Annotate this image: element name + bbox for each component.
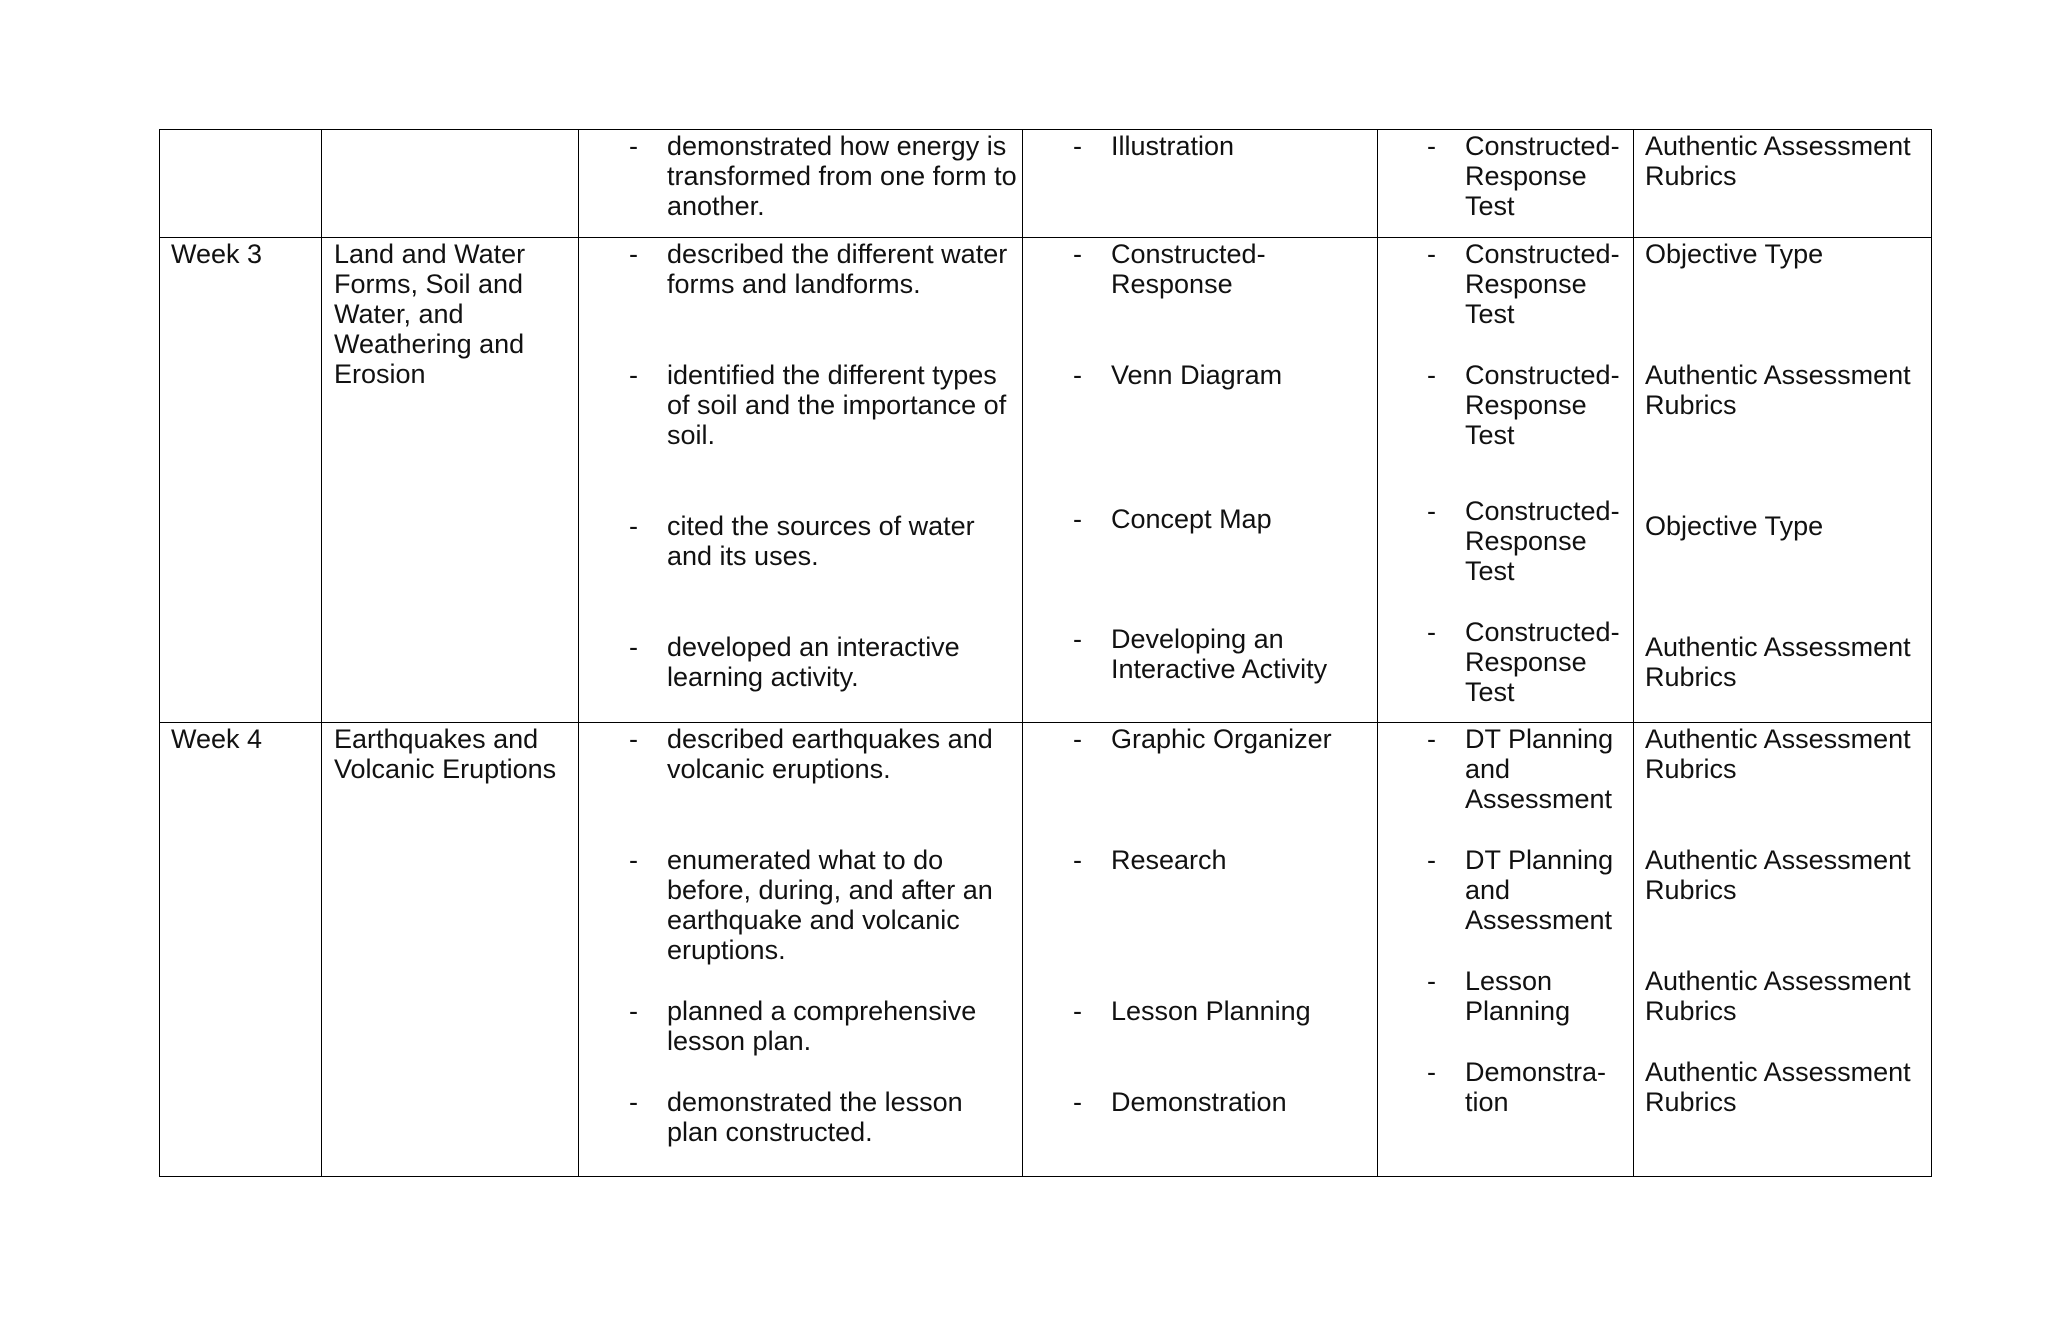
learning-outcome: identified the different types of soil and the importance of soil. [667, 360, 1007, 450]
learning-outcome: developed an interactive learning activity. [667, 632, 960, 692]
learning-outcome: described earthquakes and volcanic eruptions. [667, 724, 993, 784]
bullet-dash: - [629, 511, 638, 541]
assessment-tool: Authentic Assessment Rubrics [1645, 966, 1911, 1026]
assessment-tool: Authentic Assessment Rubrics [1645, 632, 1911, 692]
bullet-dash: - [1073, 239, 1082, 269]
activity: Venn Diagram [1111, 360, 1283, 390]
learning-outcome: demonstrated the lesson plan constructed. [667, 1087, 963, 1147]
bullet-dash: - [1427, 845, 1436, 875]
bullet-dash: - [629, 845, 638, 875]
bullet-dash: - [1427, 724, 1436, 754]
bullet-dash: - [1427, 966, 1436, 996]
assessment-tool: Objective Type [1645, 511, 1824, 541]
assessment-tool: Authentic Assessment Rubrics [1645, 1057, 1911, 1117]
learning-outcome: enumerated what to do before, during, and after an earthquake and volcanic eruptions. [667, 845, 993, 965]
bullet-dash: - [1427, 131, 1436, 161]
bullet-dash: - [629, 1087, 638, 1117]
bullet-dash: - [1427, 617, 1436, 647]
assessment: Constructed- Response Test [1465, 617, 1620, 707]
bullet-dash: - [1073, 360, 1082, 390]
bullet-dash: - [1427, 1057, 1436, 1087]
week-label: Week 4 [171, 724, 263, 754]
bullet-dash: - [1427, 239, 1436, 269]
assessment: DT Planning and Assessment [1465, 724, 1614, 814]
bullet-dash: - [629, 239, 638, 269]
bullet-dash: - [1073, 845, 1082, 875]
table-row [160, 722, 1931, 1176]
bullet-dash: - [1427, 496, 1436, 526]
learning-outcome: planned a comprehensive lesson plan. [667, 996, 977, 1056]
bullet-dash: - [1073, 624, 1082, 654]
bullet-dash: - [1427, 360, 1436, 390]
assessment: Demonstra- tion [1465, 1057, 1607, 1117]
topic: Earthquakes and Volcanic Eruptions [334, 724, 557, 784]
table-row [160, 130, 1931, 237]
bullet-dash: - [1073, 131, 1082, 161]
activity: Concept Map [1111, 504, 1272, 534]
assessment: Constructed- Response Test [1465, 131, 1620, 221]
assessment-tool: Authentic Assessment Rubrics [1645, 724, 1911, 784]
document-table [159, 129, 1932, 1177]
assessment: Constructed- Response Test [1465, 360, 1620, 450]
bullet-dash: - [629, 996, 638, 1026]
assessment-tool: Authentic Assessment Rubrics [1645, 845, 1911, 905]
learning-outcome: cited the sources of water and its uses. [667, 511, 975, 571]
assessment: Lesson Planning [1465, 966, 1571, 1026]
activity: Illustration [1111, 131, 1235, 161]
bullet-dash: - [629, 131, 638, 161]
week-label: Week 3 [171, 239, 263, 269]
bullet-dash: - [629, 360, 638, 390]
assessment: Constructed- Response Test [1465, 496, 1620, 586]
activity: Developing an Interactive Activity [1111, 624, 1328, 684]
assessment: DT Planning and Assessment [1465, 845, 1614, 935]
assessment-tool: Objective Type [1645, 239, 1824, 269]
bullet-dash: - [1073, 996, 1082, 1026]
assessment-tool: Authentic Assessment Rubrics [1645, 360, 1911, 420]
activity: Research [1111, 845, 1227, 875]
learning-outcome: demonstrated how energy is transformed from one form to another. [667, 131, 1017, 221]
activity: Demonstration [1111, 1087, 1287, 1117]
activity: Graphic Organizer [1111, 724, 1332, 754]
learning-outcome: described the different water forms and landforms. [667, 239, 1008, 299]
bullet-dash: - [629, 724, 638, 754]
bullet-dash: - [1073, 724, 1082, 754]
bullet-dash: - [629, 632, 638, 662]
topic: Land and Water Forms, Soil and Water, and Weathering and Erosion [334, 239, 526, 389]
activity: Lesson Planning [1111, 996, 1311, 1026]
bullet-dash: - [1073, 504, 1082, 534]
table-row [160, 237, 1931, 722]
assessment-tool: Authentic Assessment Rubrics [1645, 131, 1911, 191]
assessment: Constructed- Response Test [1465, 239, 1620, 329]
bullet-dash: - [1073, 1087, 1082, 1117]
activity: Constructed- Response [1111, 239, 1266, 299]
